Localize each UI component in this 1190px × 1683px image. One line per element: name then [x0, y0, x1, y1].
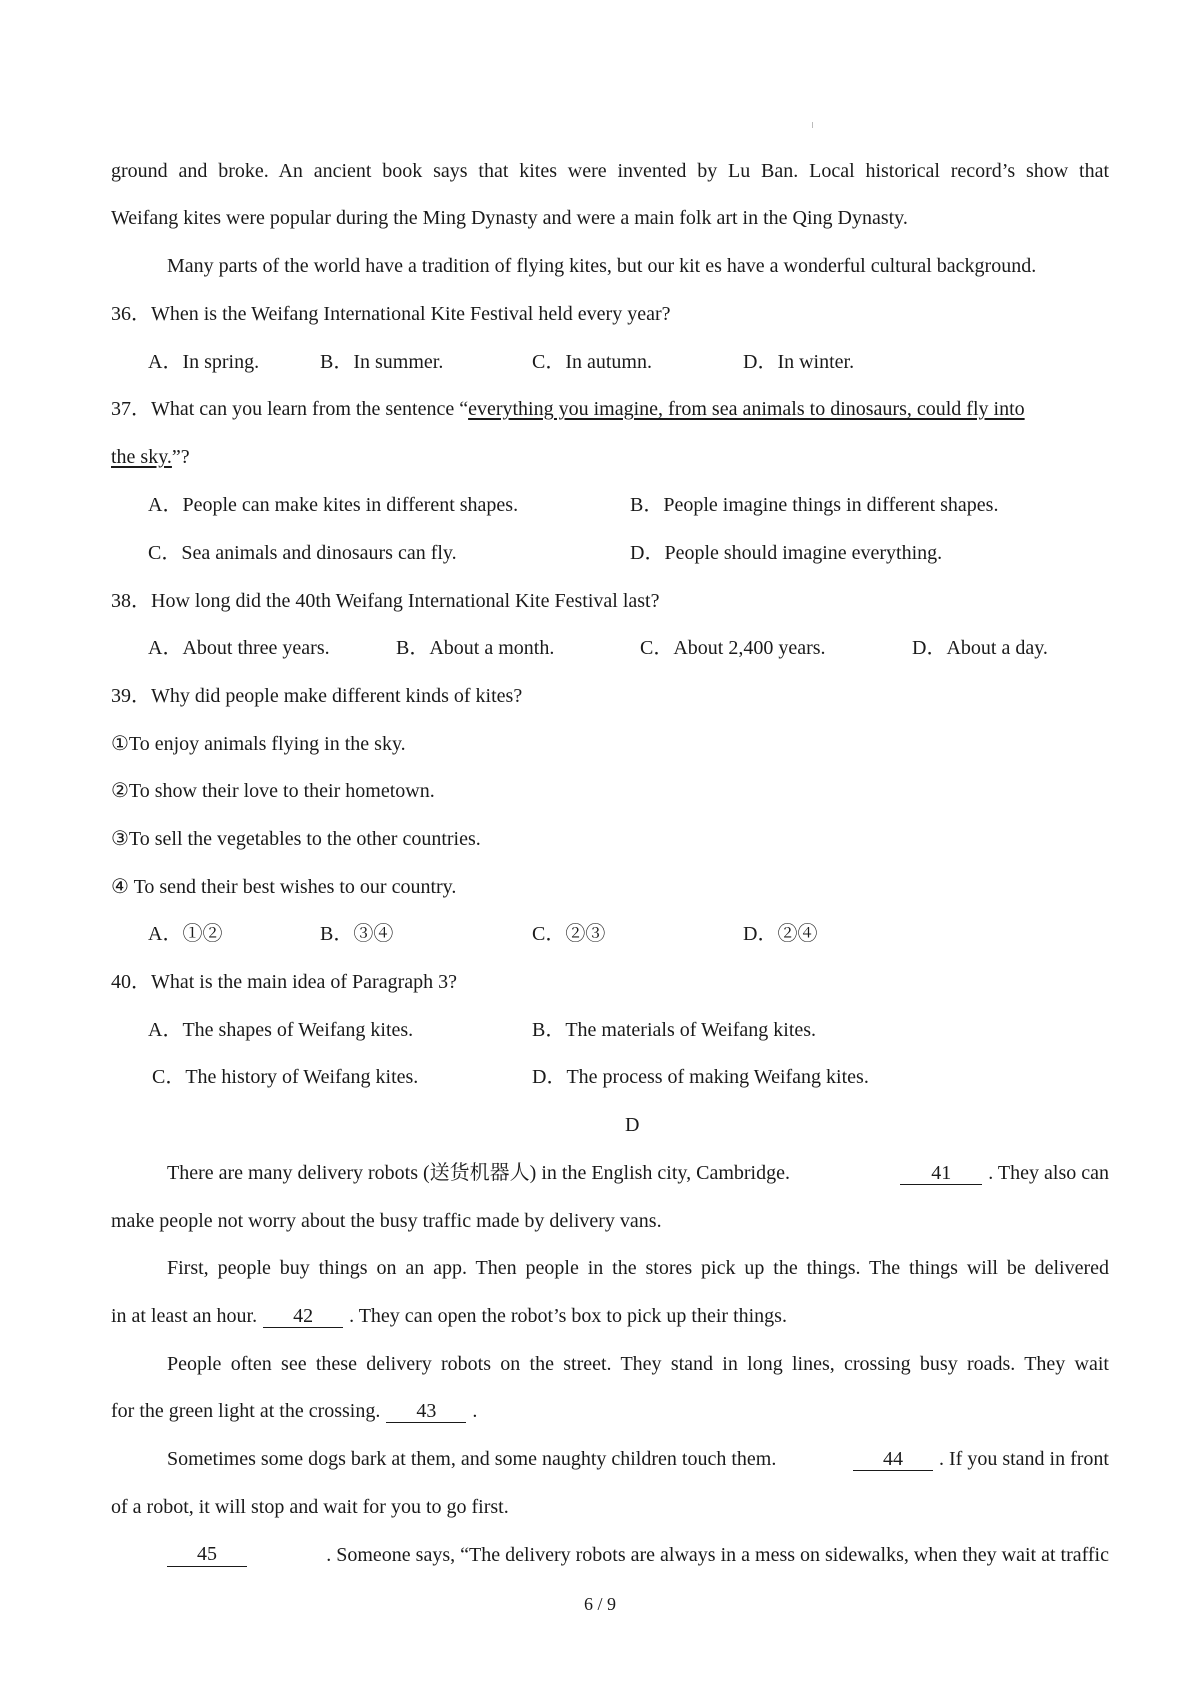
question-39-option-c: C．②③ [532, 923, 606, 945]
scan-mark [812, 122, 813, 128]
question-40-option-b: B．The materials of Weifang kites. [532, 1019, 817, 1041]
passage-line [111, 1399, 477, 1423]
passage-text: . They can open the robot’s box to pick up their things. [349, 1305, 787, 1327]
question-39-option-d: D．②④ [743, 923, 818, 945]
page-number: 6 / 9 [584, 1594, 617, 1614]
question-36-stem: 36．When is the Weifang International Kite Festival held every year? [111, 303, 671, 325]
passage-text: There are many delivery robots (送货机器人) in the English city, Cambridge. [167, 1162, 790, 1184]
question-37-stem [111, 397, 1025, 421]
passage-segment [894, 1161, 1109, 1185]
question-39-item-2: ②To show their love to their hometown. [111, 780, 435, 802]
question-38-option-a: A．About three years. [148, 637, 330, 659]
question-40-option-d: D．The process of making Weifang kites. [532, 1066, 869, 1088]
question-36-option-a: A．In spring. [148, 351, 260, 373]
passage-line: Many parts of the world have a tradition of flying kites, but our kit es have a wonderful cultural background. [167, 255, 1037, 277]
blank-44[interactable]: 44 [853, 1448, 933, 1471]
question-39-item-4: ④ To send their best wishes to our country. [111, 876, 457, 898]
question-38-option-b: B．About a month. [396, 637, 555, 659]
question-36-option-b: B．In summer. [320, 351, 444, 373]
question-37-option-c: C．Sea animals and dinosaurs can fly. [148, 542, 457, 564]
passage-line: of a robot, it will stop and wait for you to go first. [111, 1496, 509, 1518]
question-36-option-d: D．In winter. [743, 351, 855, 373]
question-40-stem: 40．What is the main idea of Paragraph 3? [111, 971, 457, 993]
passage-line: People often see these delivery robots on the street. They stand in long lines, crossing busy roads. They wait [167, 1353, 1109, 1375]
question-37-suffix: ”? [171, 446, 190, 468]
passage-line: make people not worry about the busy traffic made by delivery vans. [111, 1210, 662, 1232]
passage-line [167, 1161, 1109, 1185]
question-39-stem: 39．Why did people make different kinds of kites? [111, 685, 523, 707]
question-37-option-b: B．People imagine things in different shapes. [630, 494, 999, 516]
passage-text: for the green light at the crossing. [111, 1400, 381, 1422]
question-40-option-a: A．The shapes of Weifang kites. [148, 1019, 414, 1041]
passage-text: . If you stand in front [939, 1448, 1109, 1470]
passage-segment [847, 1447, 1109, 1471]
section-heading: D [625, 1114, 640, 1136]
passage-line [161, 1543, 1109, 1567]
passage-line: ground and broke. An ancient book says that kites were invented by Lu Ban. Local historical record’s show that [111, 160, 1109, 182]
question-37-quote-part2: the sky. [111, 446, 172, 468]
question-39-option-a: A．①② [148, 923, 223, 945]
passage-text: . Someone says, “The delivery robots are always in a mess on sidewalks, when they wait at traffic [326, 1544, 1109, 1566]
blank-45[interactable]: 45 [167, 1543, 247, 1567]
passage-text: . [472, 1400, 478, 1422]
question-37-stem-cont [111, 445, 190, 469]
passage-line: First, people buy things on an app. Then people in the stores pick up the things. The things will be delivered [167, 1257, 1109, 1279]
question-39-option-b: B．③④ [320, 923, 394, 945]
question-36-option-c: C．In autumn. [532, 351, 652, 373]
question-38-option-c: C．About 2,400 years. [640, 637, 826, 659]
question-40-option-c: C．The history of Weifang kites. [152, 1066, 419, 1088]
question-37-option-d: D．People should imagine everything. [630, 542, 943, 564]
blank-41[interactable]: 41 [900, 1162, 982, 1185]
passage-line [111, 1304, 787, 1328]
blank-43[interactable]: 43 [386, 1400, 466, 1423]
question-37-option-a: A．People can make kites in different shapes. [148, 494, 519, 516]
passage-text: in at least an hour. [111, 1305, 258, 1327]
blank-42[interactable]: 42 [263, 1305, 343, 1328]
passage-line: Weifang kites were popular during the Ming Dynasty and were a main folk art in the Qing Dynasty. [111, 207, 908, 229]
question-37-quote-part1: everything you imagine, from sea animals to dinosaurs, could fly into [468, 398, 1025, 420]
question-39-item-3: ③To sell the vegetables to the other countries. [111, 828, 481, 850]
passage-line [167, 1447, 1109, 1471]
passage-text: . They also can [988, 1162, 1109, 1184]
question-38-option-d: D．About a day. [912, 637, 1048, 659]
question-39-item-1: ①To enjoy animals flying in the sky. [111, 733, 406, 755]
passage-text: Sometimes some dogs bark at them, and some naughty children touch them. [167, 1448, 777, 1470]
question-38-stem: 38．How long did the 40th Weifang International Kite Festival last? [111, 590, 660, 612]
question-37-prefix: 37．What can you learn from the sentence “ [111, 398, 469, 420]
